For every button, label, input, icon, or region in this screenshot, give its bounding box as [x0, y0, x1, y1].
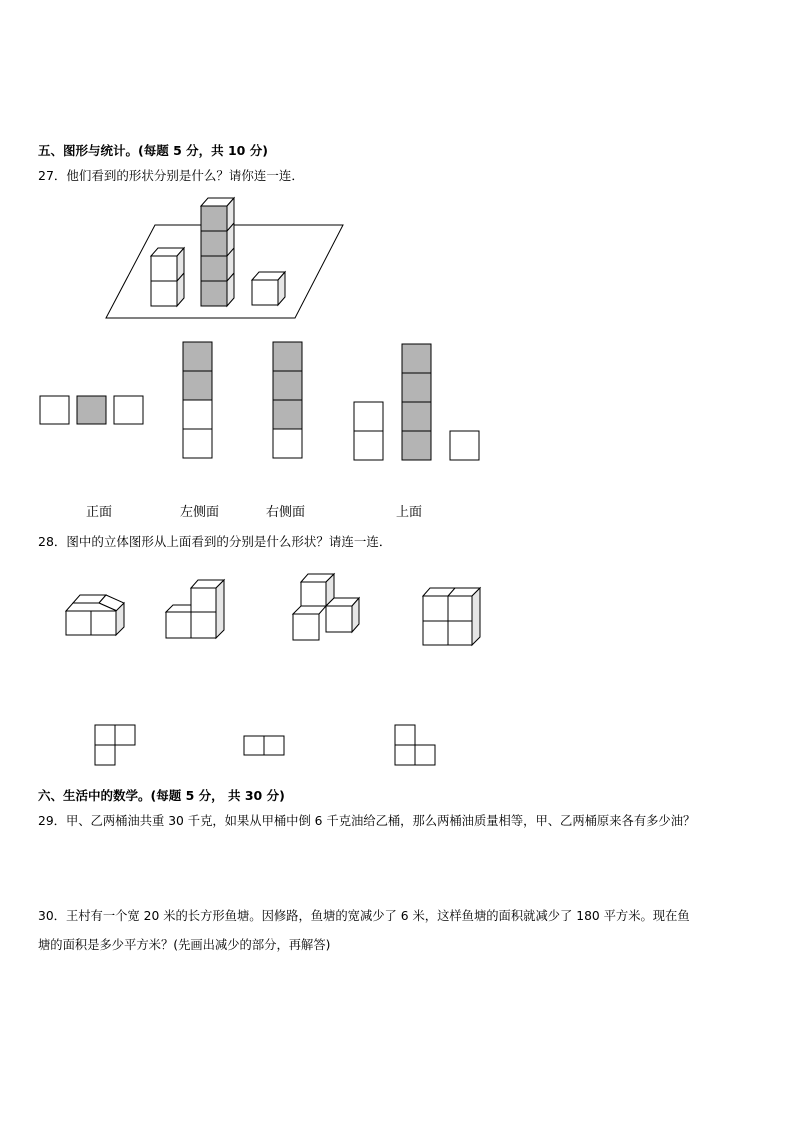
q28-top-views — [95, 725, 435, 765]
top-view-option-1[interactable] — [95, 725, 135, 765]
q28-solid-4 — [423, 588, 480, 645]
label-right-side-view: 右侧面 — [266, 505, 306, 520]
view-option-column-b[interactable] — [273, 342, 302, 458]
top-view-option-3[interactable] — [395, 725, 435, 765]
top-view-option-2[interactable] — [244, 736, 284, 755]
section-6-heading: 六、生活中的数学。(每题 5 分， 共 30 分) — [38, 788, 285, 803]
q28-solids — [66, 574, 480, 645]
question-30-line-2: 塘的面积是多少平方米？(先画出减少的部分，再解答) — [38, 938, 331, 952]
view-option-column-a[interactable] — [183, 342, 212, 458]
view-option-bars[interactable] — [354, 344, 479, 460]
q28-solid-2 — [166, 580, 224, 638]
q28-solid-3 — [293, 574, 359, 640]
q27-scene — [106, 198, 343, 318]
question-30-line-1: 30．王村有一个宽 20 米的长方形鱼塘。因修路，鱼塘的宽减少了 6 米，这样鱼塘的面积就减少了 180 平方米。现在鱼 — [38, 909, 690, 923]
question-27-text: 27．他们看到的形状分别是什么？请你连一连． — [38, 168, 304, 183]
question-29-text: 29．甲、乙两桶油共重 30 千克，如果从甲桶中倒 6 千克油给乙桶，那么两桶油质量相等，甲、乙两桶原来各有多少油？ — [38, 814, 696, 828]
q27-single-cube — [252, 272, 285, 305]
label-left-side-view: 左侧面 — [180, 505, 220, 520]
q27-view-options — [40, 342, 479, 460]
label-top-view: 上面 — [396, 505, 423, 520]
q27-tall-stack — [201, 198, 234, 306]
view-option-row[interactable] — [40, 396, 143, 424]
q27-left-stack — [151, 248, 184, 306]
question-28-text: 28．图中的立体图形从上面看到的分别是什么形状？请连一连． — [38, 534, 392, 549]
label-front-view: 正面 — [86, 505, 113, 520]
section-5-heading: 五、图形与统计。(每题 5 分，共 10 分) — [38, 143, 268, 158]
q28-solid-1 — [66, 595, 124, 635]
